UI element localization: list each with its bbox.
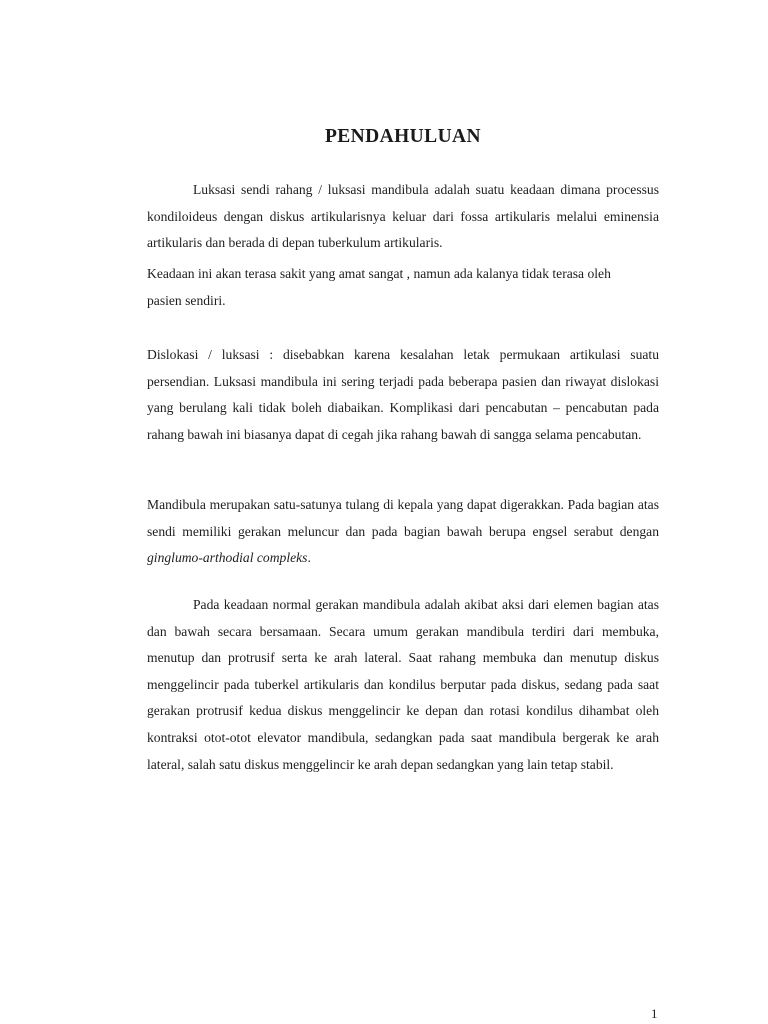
paragraph-movement: Pada keadaan normal gerakan mandibula adalah akibat aksi dari elemen bagian atas dan bawah secara bersamaan. Secara umum gerakan mandibula terdiri dari membuka, menutup dan protrusif serta ke arah lateral. Saat rahang membuka dan menutup diskus menggelincir pada tuberkel artikularis dan kondilus berputar pada diskus, sedang pada saat gerakan protrusif kedua diskus menggelincir ke depan dan rotasi kondilus dihambat oleh kontraksi otot-otot elevator mandibula, sedangkan pada saat mandibula bergerak ke arah lateral, salah satu diskus menggelincir ke arah depan sedangkan yang lain tetap stabil. — [147, 597, 659, 772]
paragraph-dislocation: Dislokasi / luksasi : disebabkan karena kesalahan letak permukaan artikulasi suatu persendian. Luksasi mandibula ini sering terjadi pada beberapa pasien dan riwayat dislokasi yang berulang kali tidak boleh diabaikan. Komplikasi dari pencabutan – pencabutan pada rahang bawah ini biasanya dapat di cegah jika rahang bawah di sangga selama pencabutan. — [147, 347, 659, 442]
paragraph-mandible-italic-term: ginglumo-arthodial compleks — [147, 550, 308, 566]
paragraph-mandible-end: . — [307, 550, 311, 566]
paragraph-pain: Keadaan ini akan terasa sakit yang amat sangat , namun ada kalanya tidak terasa oleh pasien sendiri. — [147, 266, 611, 308]
paragraph-mandible-text: Mandibula merupakan satu-satunya tulang di kepala yang dapat digerakkan. Pada bagian atas sendi memiliki gerakan meluncur dan pada bagian bawah berupa engsel serabut dengan — [147, 497, 659, 539]
page-title: PENDAHULUAN — [324, 126, 482, 147]
paragraph-definition: Luksasi sendi rahang / luksasi mandibula adalah suatu keadaan dimana processus kondiloideus dengan diskus artikularisnya keluar dari fossa artikularis melalui eminensia artikularis dan berada di depan tuberkulum artikularis. — [147, 182, 659, 251]
page-number: 1 — [651, 1006, 658, 1021]
paragraph-mandible — [147, 492, 659, 572]
